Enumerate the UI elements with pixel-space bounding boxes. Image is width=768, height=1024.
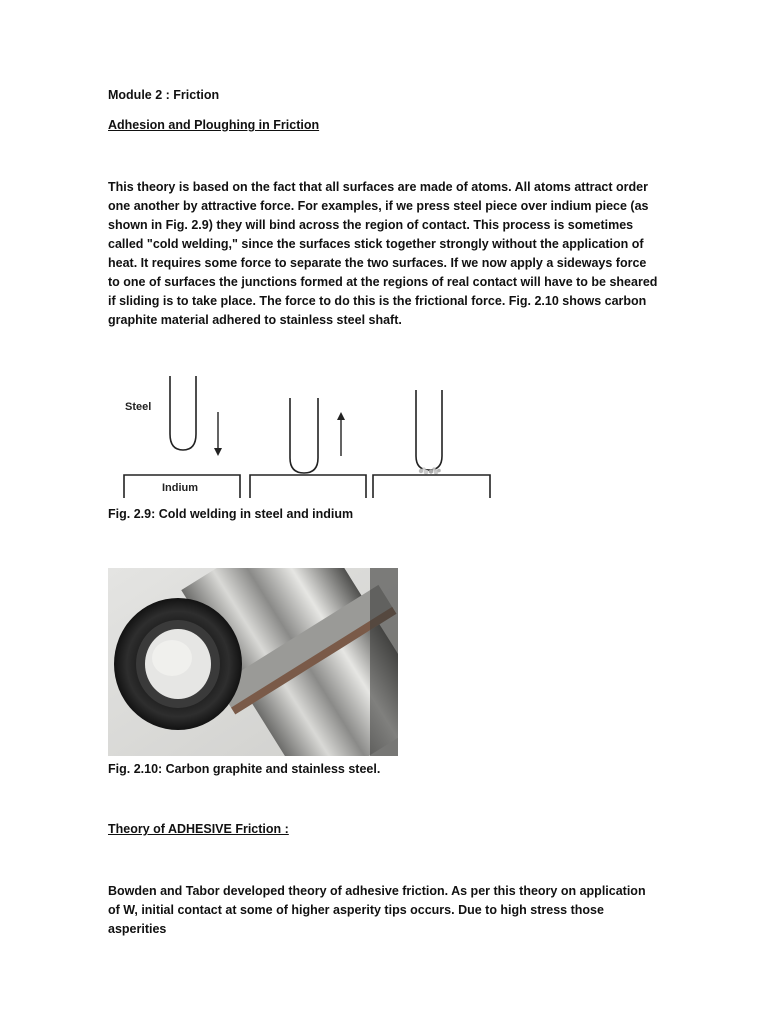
section2-title: Theory of ADHESIVE Friction : [108, 822, 289, 836]
steel-piece-3 [416, 390, 442, 470]
steel-piece-1 [170, 376, 196, 450]
paragraph-adhesive-friction: Bowden and Tabor developed theory of adhesive friction. As per this theory on application of W, initial contact at some of higher asperity tips occurs. Due to high stress those asperities [108, 884, 646, 936]
indium-block-2 [250, 475, 366, 498]
section-title: Adhesion and Ploughing in Friction [108, 118, 320, 132]
indium-block-3 [373, 475, 490, 498]
figure-2-9-caption: Fig. 2.9: Cold welding in steel and indium [108, 507, 354, 521]
down-arrow-head [214, 448, 222, 456]
module-title: Module 2 : Friction [108, 88, 220, 102]
paragraph-adhesion-theory: This theory is based on the fact that all surfaces are made of atoms. All atoms attract order one another by attractive force. For examples, if we press steel piece over indium piece (as shown in Fig. 2.9) they will bind across the region of contact. This process is sometimes called "cold welding," since the surfaces stick together strongly without the application of heat. It requires some force to separate the two surfaces. If we now apply a sideways force to one of surfaces the junctions formed at the regions of real contact will have to be sheared if sliding is to take place. The force to do this is the frictional force. Fig. 2.10 shows carbon graphite material adhered to stainless steel shaft. [108, 180, 658, 327]
steel-label: Steel [125, 401, 152, 413]
carbon-graphite-photo [108, 568, 398, 756]
cold-welding-diagram [108, 370, 498, 502]
indium-label: Indium [162, 482, 199, 494]
up-arrow-head [337, 412, 345, 420]
figure-2-10-caption: Fig. 2.10: Carbon graphite and stainless steel. [108, 762, 381, 776]
steel-piece-2 [290, 398, 318, 473]
